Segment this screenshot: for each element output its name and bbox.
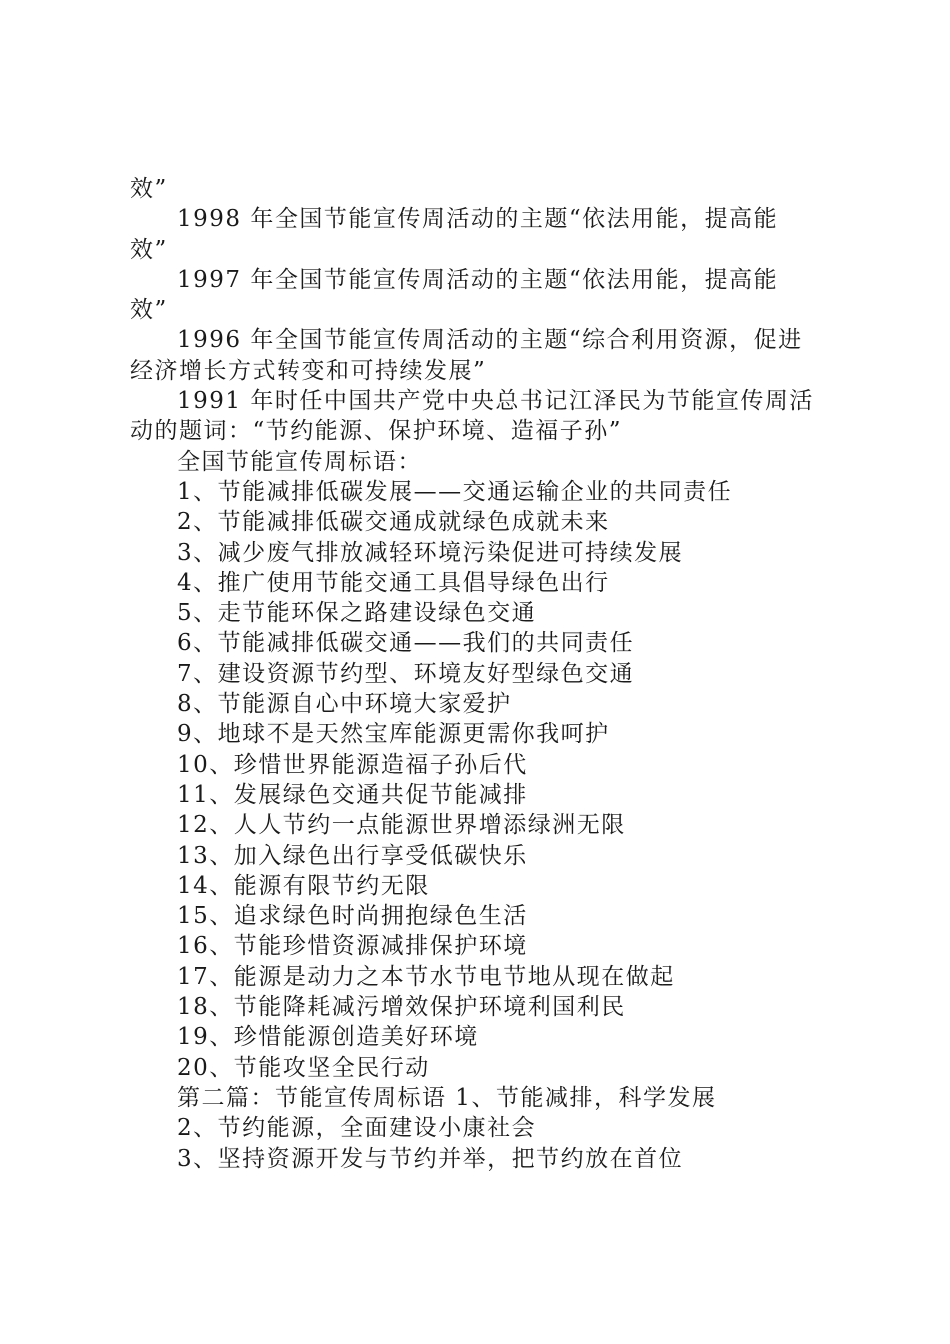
list-item: 13、加入绿色出行享受低碳快乐 xyxy=(177,842,528,869)
list-item: 15、追求绿色时尚拥抱绿色生活 xyxy=(177,903,528,930)
list-item: 3、坚持资源开发与节约并举，把节约放在首位 xyxy=(177,1145,684,1172)
list-item: 12、人人节约一点能源世界增添绿洲无限 xyxy=(177,812,626,839)
list-item: 16、节能珍惜资源减排保护环境 xyxy=(177,933,528,960)
list-item: 4、推广使用节能交通工具倡导绿色出行 xyxy=(177,569,610,596)
inscription-1991-line: 1991 年时任中国共产党中央总书记江泽民为节能宣传周活 xyxy=(177,388,814,415)
list-item: 8、节能源自心中环境大家爱护 xyxy=(177,691,512,718)
theme-1997-line: 1997 年全国节能宣传周活动的主题“依法用能，提高能 xyxy=(177,266,779,293)
list-item: 2、节约能源，全面建设小康社会 xyxy=(177,1115,537,1142)
list-item: 18、节能降耗减污增效保护环境利国利民 xyxy=(177,994,626,1021)
list-item: 19、珍惜能源创造美好环境 xyxy=(177,1024,479,1051)
list-item: 3、减少废气排放减轻环境污染促进可持续发展 xyxy=(177,539,684,566)
list-item: 11、发展绿色交通共促节能减排 xyxy=(177,781,528,808)
slogans-heading: 全国节能宣传周标语： xyxy=(177,448,422,475)
theme-1998-continuation: 效” xyxy=(130,236,168,263)
list-item: 1、节能减排低碳发展——交通运输企业的共同责任 xyxy=(177,478,733,505)
list-item: 9、地球不是天然宝库能源更需你我呵护 xyxy=(177,721,610,748)
theme-1997-continuation: 效” xyxy=(130,297,168,324)
list-item: 6、节能减排低碳交通——我们的共同责任 xyxy=(177,630,635,657)
list-item: 10、珍惜世界能源造福子孙后代 xyxy=(177,751,528,778)
document-body xyxy=(130,174,830,1174)
list-item: 17、能源是动力之本节水节电节地从现在做起 xyxy=(177,963,675,990)
list-item: 20、节能攻坚全民行动 xyxy=(177,1054,430,1081)
list-item: 7、建设资源节约型、环境友好型绿色交通 xyxy=(177,660,635,687)
part-two-heading: 第二篇：节能宣传周标语 1、节能减排，科学发展 xyxy=(177,1084,717,1111)
theme-1998-line: 1998 年全国节能宣传周活动的主题“依法用能，提高能 xyxy=(177,206,779,233)
theme-1996-continuation: 经济增长方式转变和可持续发展” xyxy=(130,357,487,384)
inscription-1991-continuation: 动的题词：“节约能源、保护环境、造福子孙” xyxy=(130,418,623,445)
continuation-line: 效” xyxy=(130,176,168,202)
theme-1996-line: 1996 年全国节能宣传周活动的主题“综合利用资源，促进 xyxy=(177,327,803,354)
list-item: 14、能源有限节约无限 xyxy=(177,872,430,899)
list-item: 2、节能减排低碳交通成就绿色成就未来 xyxy=(177,509,610,536)
list-item: 5、走节能环保之路建设绿色交通 xyxy=(177,600,537,627)
